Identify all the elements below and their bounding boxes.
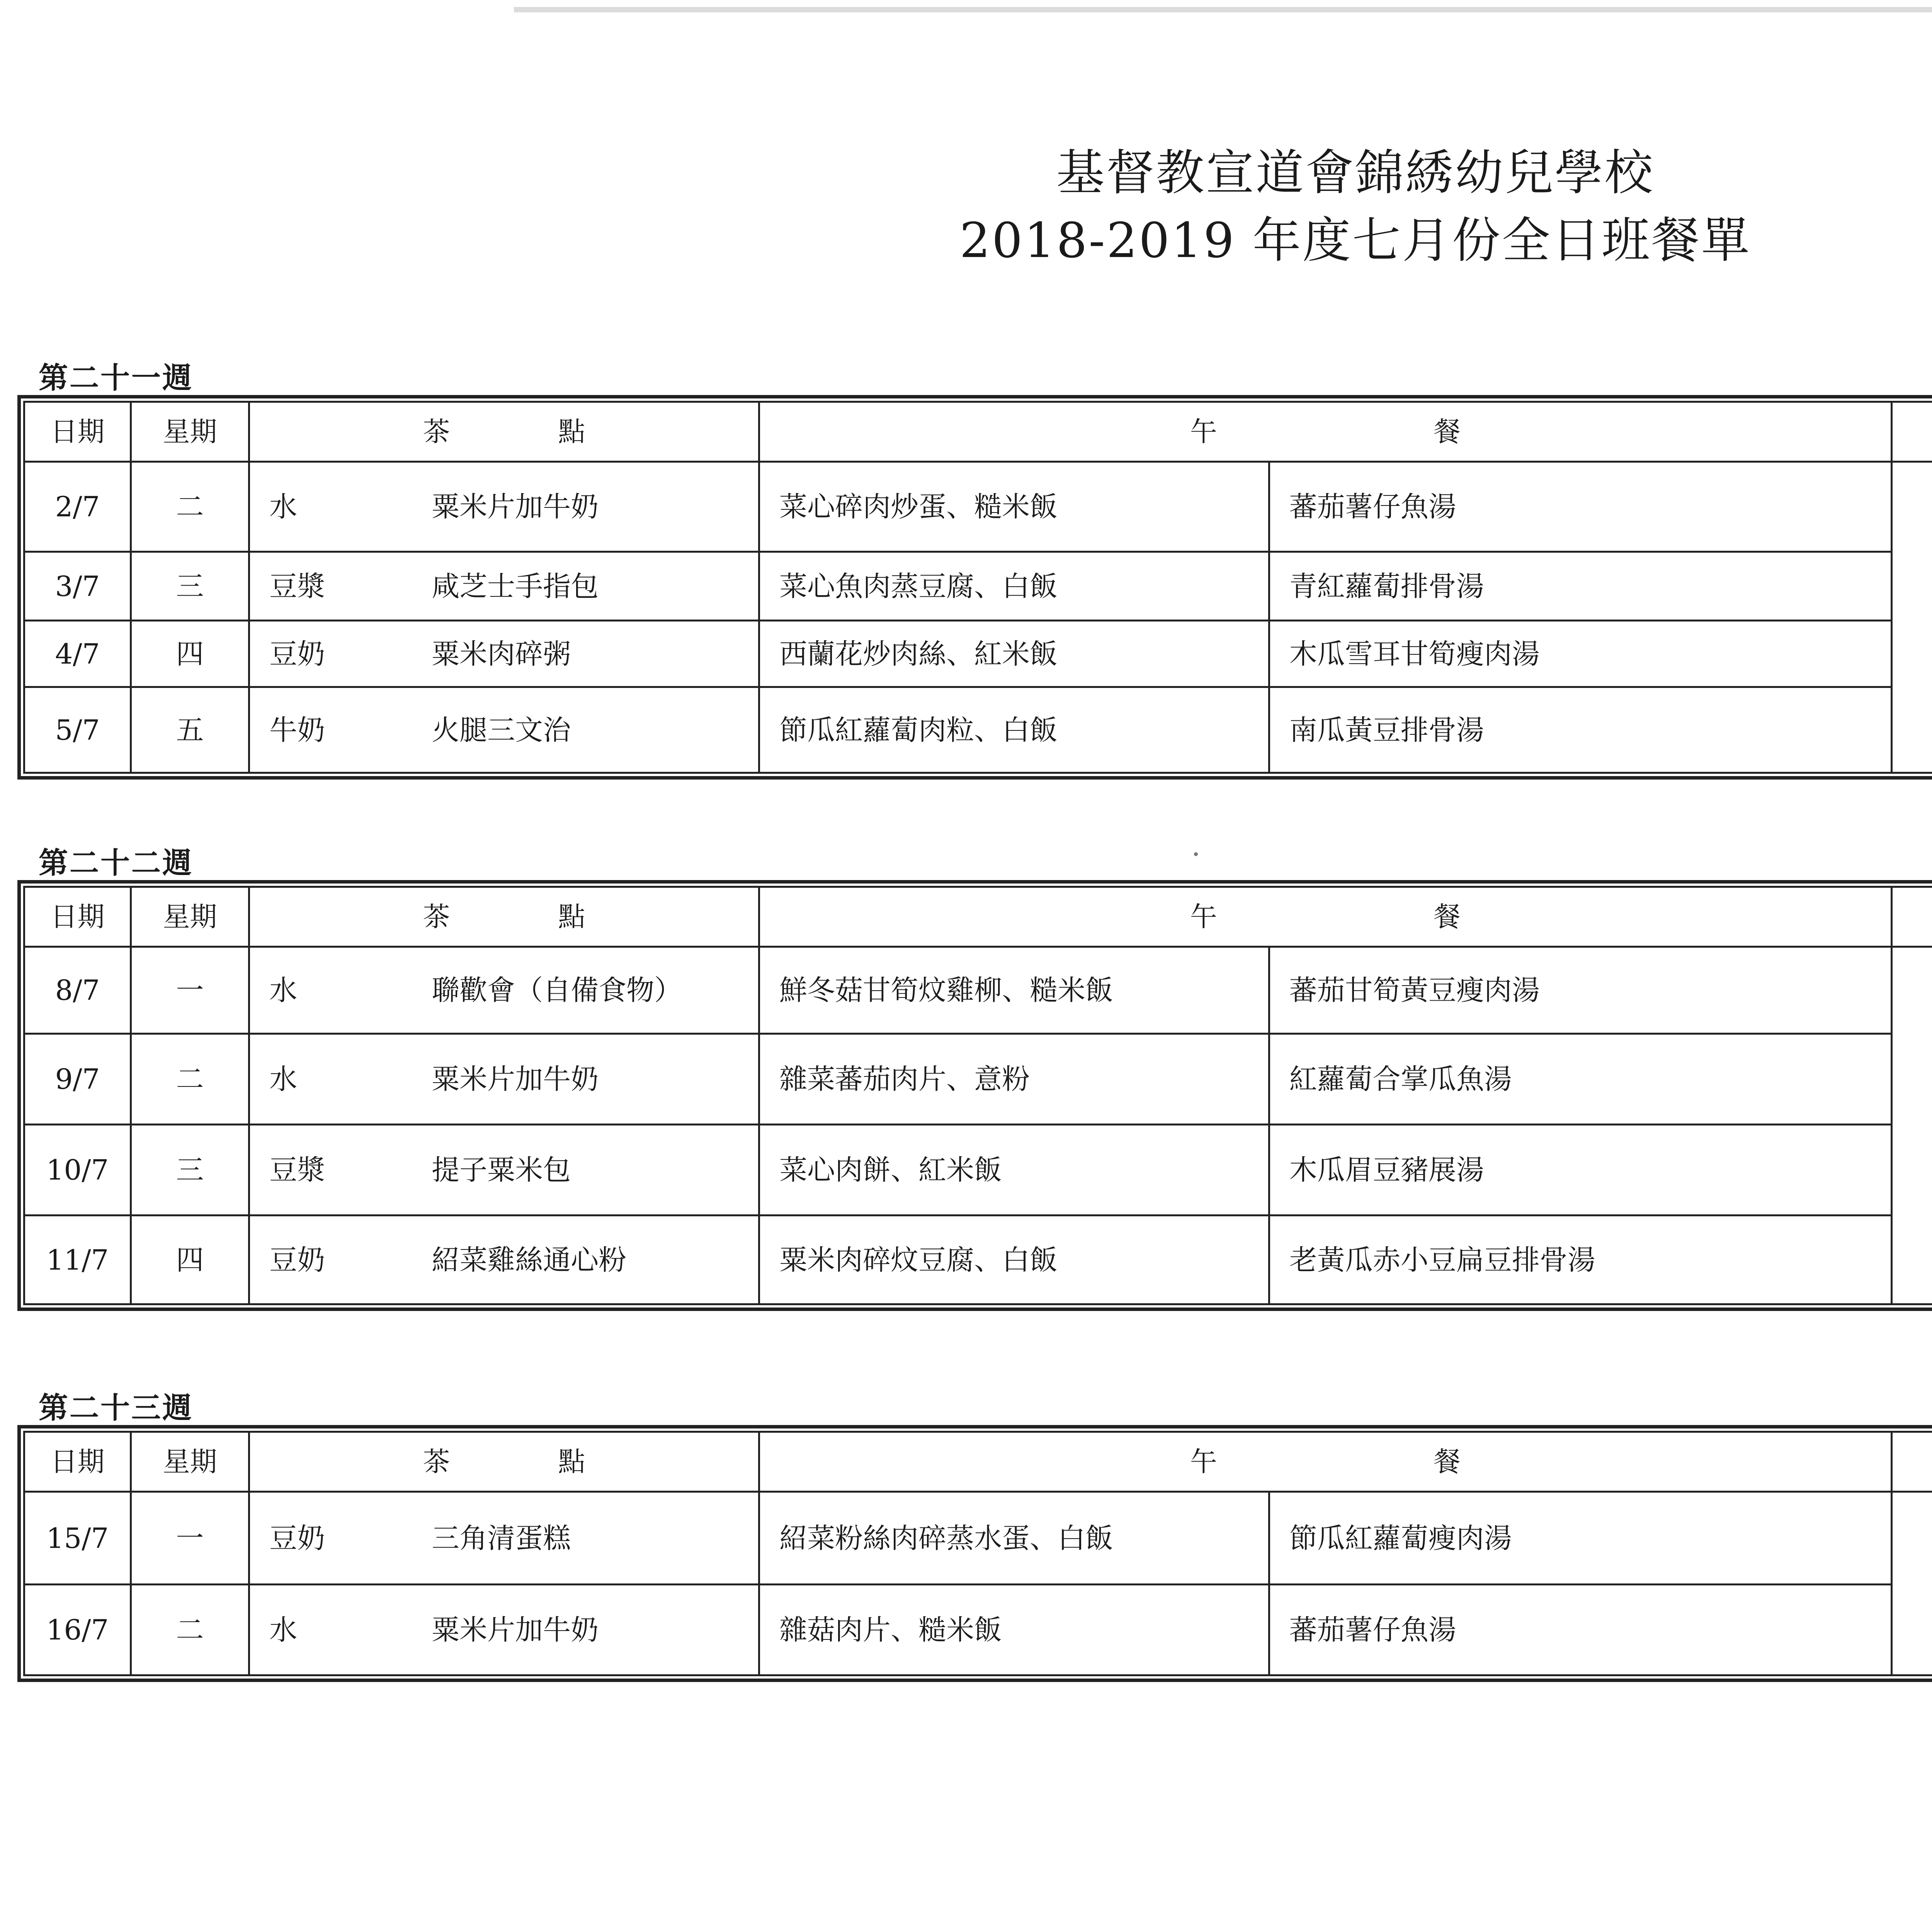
date-cell: 10/7 [24, 1125, 131, 1216]
header-row [24, 1432, 1932, 1492]
table-row [24, 1125, 1932, 1216]
soup-cell: 木瓜眉豆豬展湯 [1269, 1125, 1891, 1216]
table-row [24, 621, 1932, 687]
weekday-cell: 二 [131, 1585, 249, 1675]
lunch-main-cell: 西蘭花炒肉絲、紅米飯 [759, 621, 1269, 687]
date-cell: 4/7 [24, 621, 131, 687]
table-row [24, 947, 1932, 1034]
soup-cell: 木瓜雪耳甘筍瘦肉湯 [1269, 621, 1891, 687]
date-cell: 8/7 [24, 947, 131, 1034]
week-label: 第二十三週 [39, 1391, 193, 1425]
week-table-frame [17, 395, 1932, 780]
weekday-cell: 三 [131, 1125, 249, 1216]
snack-cell: 水 粟米片加牛奶 [249, 1034, 759, 1125]
snack-cell: 豆漿 咸芝士手指包 [249, 552, 759, 621]
week-table [23, 1431, 1932, 1676]
date-cell: 9/7 [24, 1034, 131, 1125]
weekday-cell: 二 [131, 1034, 249, 1125]
fruit-cell [1891, 1585, 1932, 1675]
snack-cell: 水 粟米片加牛奶 [249, 1585, 759, 1675]
soup-cell: 蕃茄甘筍黃豆瘦肉湯 [1269, 947, 1891, 1034]
snack-cell: 水 聯歡會（自備食物） [249, 947, 759, 1034]
week-label: 第二十二週 [39, 846, 193, 880]
table-row [24, 1216, 1932, 1304]
table-row [24, 1034, 1932, 1125]
fruit-cell [1891, 1492, 1932, 1585]
date-cell: 2/7 [24, 462, 131, 552]
snack-cell: 豆奶 三角清蛋糕 [249, 1492, 759, 1585]
fruit-cell [1891, 1125, 1932, 1216]
date-header: 日期 [24, 887, 131, 947]
date-cell: 16/7 [24, 1585, 131, 1675]
lunch-main-cell: 雜菜蕃茄肉片、意粉 [759, 1034, 1269, 1125]
fruit-cell [1891, 552, 1932, 621]
table-row [24, 462, 1932, 552]
fruit-cell [1891, 462, 1932, 552]
snack-header: 茶點 [249, 1432, 759, 1492]
lunch-header: 午餐 [759, 402, 1891, 462]
lunch-header: 午餐 [759, 887, 1891, 947]
soup-cell: 老黃瓜赤小豆扁豆排骨湯 [1269, 1216, 1891, 1304]
date-cell: 3/7 [24, 552, 131, 621]
lunch-header: 午餐 [759, 1432, 1891, 1492]
lunch-main-cell: 菜心碎肉炒蛋、糙米飯 [759, 462, 1269, 552]
weekday-header: 星期 [131, 1432, 249, 1492]
snack-cell: 豆奶 粟米肉碎粥 [249, 621, 759, 687]
week-table [23, 401, 1932, 774]
fruit-header [1891, 1432, 1932, 1492]
lunch-main-cell: 紹菜粉絲肉碎蒸水蛋、白飯 [759, 1492, 1269, 1585]
weekday-header: 星期 [131, 402, 249, 462]
school-name: 基督教宣道會錦綉幼兒學校 [1056, 145, 1655, 201]
scan-edge [514, 7, 1932, 12]
weekday-cell: 一 [131, 947, 249, 1034]
lunch-main-cell: 菜心肉餅、紅米飯 [759, 1125, 1269, 1216]
fruit-cell [1891, 621, 1932, 687]
weekday-cell: 一 [131, 1492, 249, 1585]
snack-cell: 豆奶 紹菜雞絲通心粉 [249, 1216, 759, 1304]
lunch-main-cell: 鮮冬菇甘筍炆雞柳、糙米飯 [759, 947, 1269, 1034]
snack-header: 茶點 [249, 887, 759, 947]
weekday-cell: 二 [131, 462, 249, 552]
fruit-cell [1891, 1216, 1932, 1304]
soup-cell: 青紅蘿蔔排骨湯 [1269, 552, 1891, 621]
fruit-header [1891, 402, 1932, 462]
lunch-main-cell: 雜菇肉片、糙米飯 [759, 1585, 1269, 1675]
soup-cell: 節瓜紅蘿蔔瘦肉湯 [1269, 1492, 1891, 1585]
date-header: 日期 [24, 402, 131, 462]
week-table [23, 886, 1932, 1305]
week-table-frame [17, 880, 1932, 1311]
soup-cell: 紅蘿蔔合掌瓜魚湯 [1269, 1034, 1891, 1125]
weekday-cell: 四 [131, 621, 249, 687]
lunch-main-cell: 節瓜紅蘿蔔肉粒、白飯 [759, 687, 1269, 773]
table-row [24, 552, 1932, 621]
snack-header: 茶點 [249, 402, 759, 462]
snack-cell: 牛奶 火腿三文治 [249, 687, 759, 773]
date-header: 日期 [24, 1432, 131, 1492]
fruit-cell [1891, 947, 1932, 1034]
lunch-main-cell: 菜心魚肉蒸豆腐、白飯 [759, 552, 1269, 621]
lunch-main-cell: 粟米肉碎炆豆腐、白飯 [759, 1216, 1269, 1304]
table-row [24, 1585, 1932, 1675]
weekday-cell: 三 [131, 552, 249, 621]
snack-cell: 水 粟米片加牛奶 [249, 462, 759, 552]
soup-cell: 南瓜黃豆排骨湯 [1269, 687, 1891, 773]
soup-cell: 蕃茄薯仔魚湯 [1269, 462, 1891, 552]
date-cell: 11/7 [24, 1216, 131, 1304]
soup-cell: 蕃茄薯仔魚湯 [1269, 1585, 1891, 1675]
week-table-frame [17, 1425, 1932, 1682]
table-row [24, 687, 1932, 773]
weekday-header: 星期 [131, 887, 249, 947]
menu-title: 2018-2019 年度七月份全日班餐單 [959, 213, 1751, 269]
fruit-header [1891, 887, 1932, 947]
date-cell: 5/7 [24, 687, 131, 773]
week-label: 第二十一週 [39, 361, 193, 395]
weekday-cell: 四 [131, 1216, 249, 1304]
snack-cell: 豆漿 提子粟米包 [249, 1125, 759, 1216]
table-row [24, 1492, 1932, 1585]
date-cell: 15/7 [24, 1492, 131, 1585]
weekday-cell: 五 [131, 687, 249, 773]
header-row [24, 887, 1932, 947]
scan-speck [1194, 852, 1198, 856]
header-row [24, 402, 1932, 462]
fruit-cell [1891, 687, 1932, 773]
fruit-cell [1891, 1034, 1932, 1125]
